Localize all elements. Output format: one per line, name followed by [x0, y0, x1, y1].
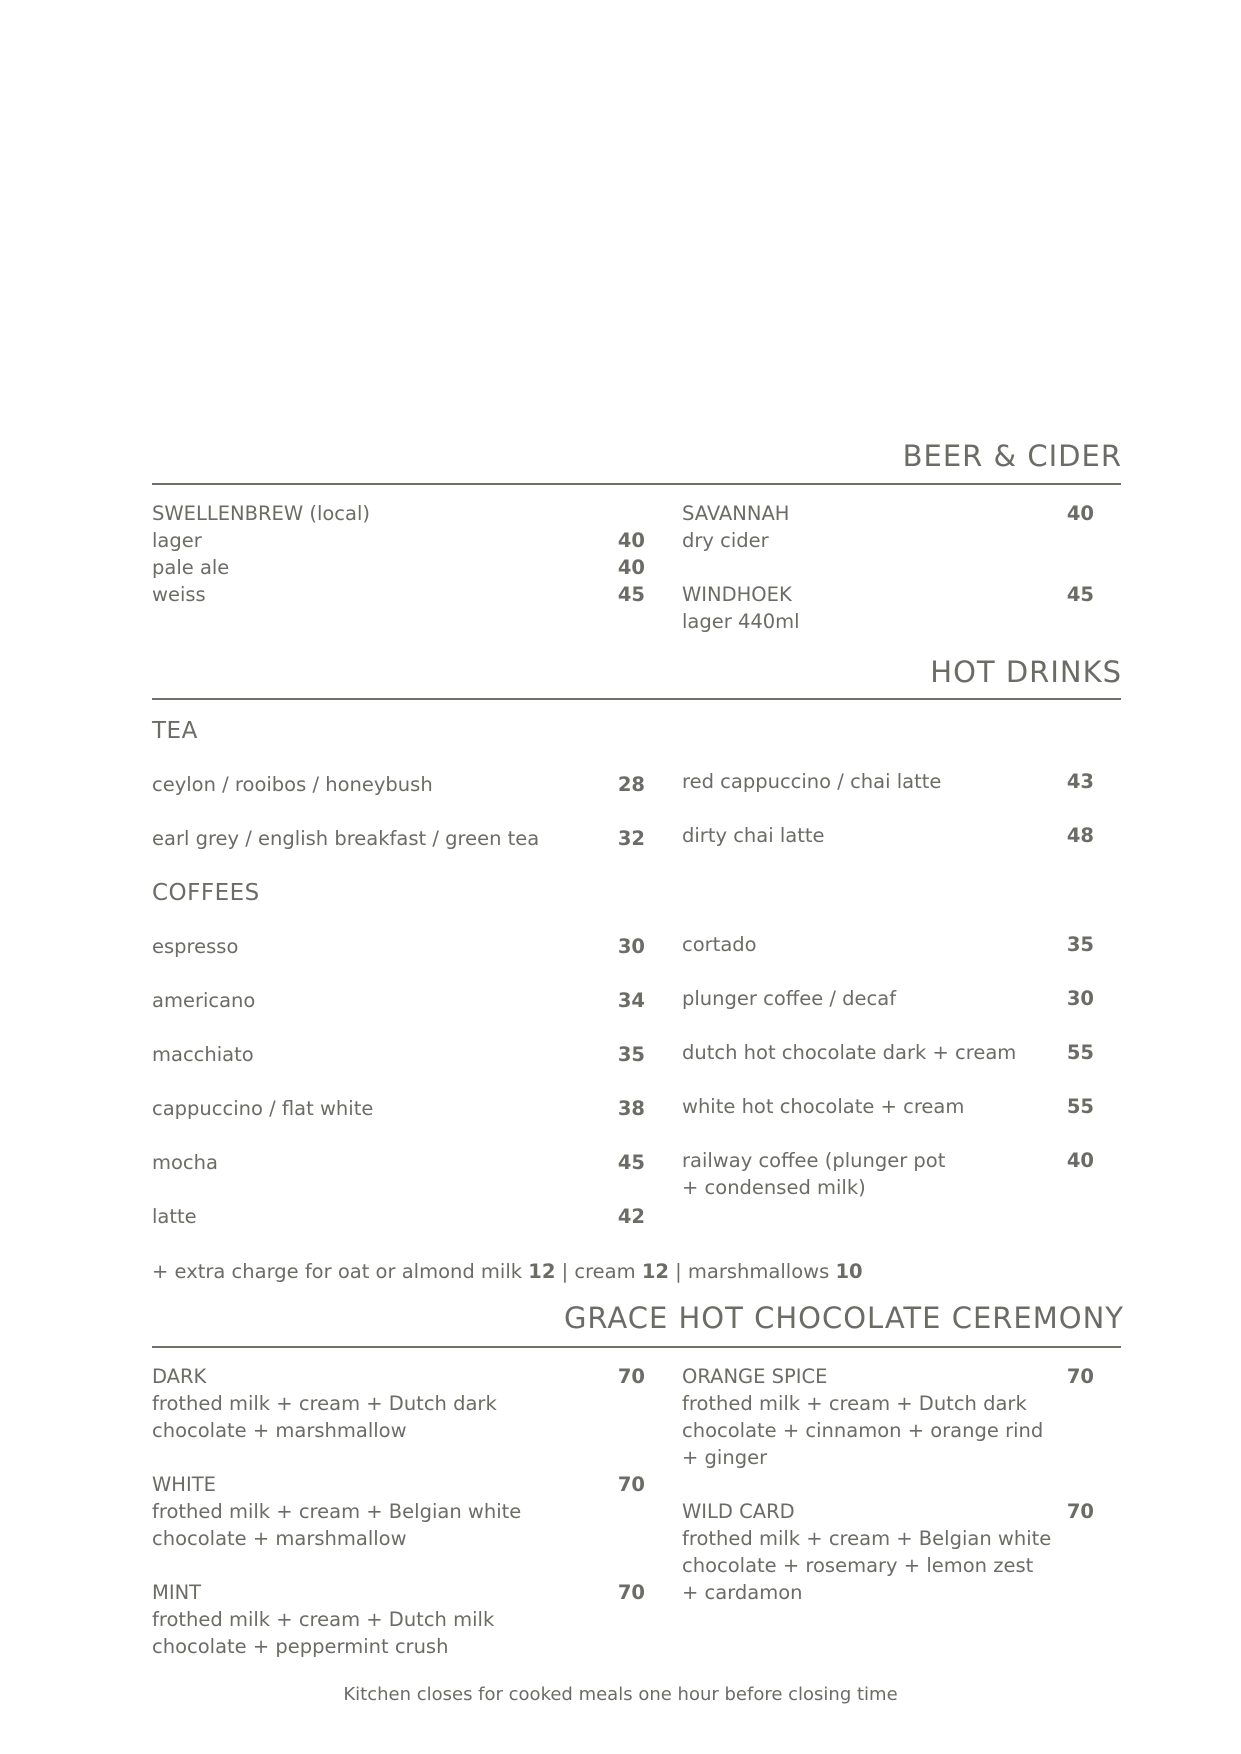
menu-item-label: weiss — [152, 583, 206, 606]
menu-item-label: espresso — [152, 935, 239, 958]
menu-item-desc: dry cider — [682, 529, 769, 552]
menu-item-desc: chocolate + cinnamon + orange rind — [682, 1419, 1044, 1442]
menu-item-label: dirty chai latte — [682, 824, 825, 847]
menu-item-price: 38 — [617, 1097, 645, 1120]
coffees-heading: COFFEES — [152, 880, 260, 906]
menu-item-label: white hot chocolate + cream — [682, 1095, 965, 1118]
menu-item-label: earl grey / english breakfast / green tea — [152, 827, 540, 850]
menu-item-price: 35 — [1066, 933, 1094, 956]
grace-section-title: GRACE HOT CHOCOLATE CEREMONY — [563, 1301, 1124, 1335]
menu-item-label: cappuccino / flat white — [152, 1097, 374, 1120]
menu-item-label: plunger coffee / decaf — [682, 987, 897, 1010]
menu-item-name: WILD CARD — [682, 1500, 795, 1523]
swellenbrew-heading: SWELLENBREW (local) — [152, 502, 370, 525]
extras-text: | marshmallows — [668, 1260, 836, 1283]
menu-item-price: 28 — [617, 773, 645, 796]
menu-item-price: 70 — [617, 1581, 645, 1604]
menu-item-price: 34 — [617, 989, 645, 1012]
menu-item-desc: chocolate + rosemary + lemon zest — [682, 1554, 1034, 1577]
menu-item-label: red cappuccino / chai latte — [682, 770, 942, 793]
menu-item-price: 70 — [617, 1365, 645, 1388]
menu-item-label: railway coffee (plunger pot — [682, 1149, 946, 1172]
menu-item-price: 30 — [1066, 987, 1094, 1010]
menu-item-desc: frothed milk + cream + Dutch milk — [152, 1608, 495, 1631]
extras-price: 12 — [528, 1260, 556, 1283]
hot-drinks-section-title: HOT DRINKS — [930, 655, 1122, 689]
grace-rule — [152, 1346, 1121, 1348]
menu-item-price: 32 — [617, 827, 645, 850]
extras-text: | cream — [555, 1260, 642, 1283]
menu-item-name: MINT — [152, 1581, 202, 1604]
menu-item-label: ceylon / rooibos / honeybush — [152, 773, 433, 796]
menu-item-desc: frothed milk + cream + Dutch dark — [682, 1392, 1027, 1415]
footer-note: Kitchen closes for cooked meals one hour before closing time — [343, 1684, 898, 1705]
menu-item-label: macchiato — [152, 1043, 254, 1066]
menu-item-desc: + ginger — [682, 1446, 768, 1469]
menu-item-label: americano — [152, 989, 256, 1012]
menu-item-price: 40 — [617, 556, 645, 579]
menu-item-label: mocha — [152, 1151, 218, 1174]
tea-heading: TEA — [152, 718, 198, 744]
beer-rule — [152, 483, 1121, 485]
menu-item-name: WINDHOEK — [682, 583, 792, 606]
menu-item-price: 55 — [1066, 1095, 1094, 1118]
menu-item-price: 40 — [1066, 502, 1094, 525]
menu-item-price: 70 — [1066, 1365, 1094, 1388]
menu-item-price: 45 — [617, 1151, 645, 1174]
menu-item-price: 30 — [617, 935, 645, 958]
menu-item-name: DARK — [152, 1365, 207, 1388]
extras-note — [152, 1258, 863, 1285]
menu-item-price: 40 — [617, 529, 645, 552]
menu-item-desc: frothed milk + cream + Dutch dark — [152, 1392, 497, 1415]
hot-drinks-rule — [152, 698, 1121, 700]
menu-item-price: 55 — [1066, 1041, 1094, 1064]
menu-item-price: 70 — [1066, 1500, 1094, 1523]
menu-item-label: latte — [152, 1205, 197, 1228]
menu-item-desc: chocolate + marshmallow — [152, 1527, 407, 1550]
menu-item-desc: frothed milk + cream + Belgian white — [152, 1500, 522, 1523]
menu-item-label-cont: + condensed milk) — [682, 1176, 866, 1199]
extras-price: 12 — [641, 1260, 669, 1283]
extras-text: + extra charge for oat or almond milk — [152, 1260, 529, 1283]
menu-item-desc: lager 440ml — [682, 610, 800, 633]
menu-item-price: 70 — [617, 1473, 645, 1496]
menu-item-price: 42 — [617, 1205, 645, 1228]
menu-item-label: cortado — [682, 933, 757, 956]
extras-price: 10 — [835, 1260, 863, 1283]
menu-item-price: 43 — [1066, 770, 1094, 793]
menu-item-price: 45 — [1066, 583, 1094, 606]
beer-section-title: BEER & CIDER — [902, 439, 1122, 473]
menu-item-name: SAVANNAH — [682, 502, 790, 525]
menu-item-price: 35 — [617, 1043, 645, 1066]
menu-item-label: pale ale — [152, 556, 230, 579]
menu-item-price: 40 — [1066, 1149, 1094, 1172]
menu-item-desc: frothed milk + cream + Belgian white — [682, 1527, 1052, 1550]
menu-item-label: dutch hot chocolate dark + cream — [682, 1041, 1017, 1064]
menu-item-desc: + cardamon — [682, 1581, 803, 1604]
menu-item-desc: chocolate + marshmallow — [152, 1419, 407, 1442]
menu-item-name: WHITE — [152, 1473, 216, 1496]
menu-item-label: lager — [152, 529, 202, 552]
menu-item-price: 48 — [1066, 824, 1094, 847]
menu-item-name: ORANGE SPICE — [682, 1365, 828, 1388]
menu-item-price: 45 — [617, 583, 645, 606]
menu-item-desc: chocolate + peppermint crush — [152, 1635, 449, 1658]
